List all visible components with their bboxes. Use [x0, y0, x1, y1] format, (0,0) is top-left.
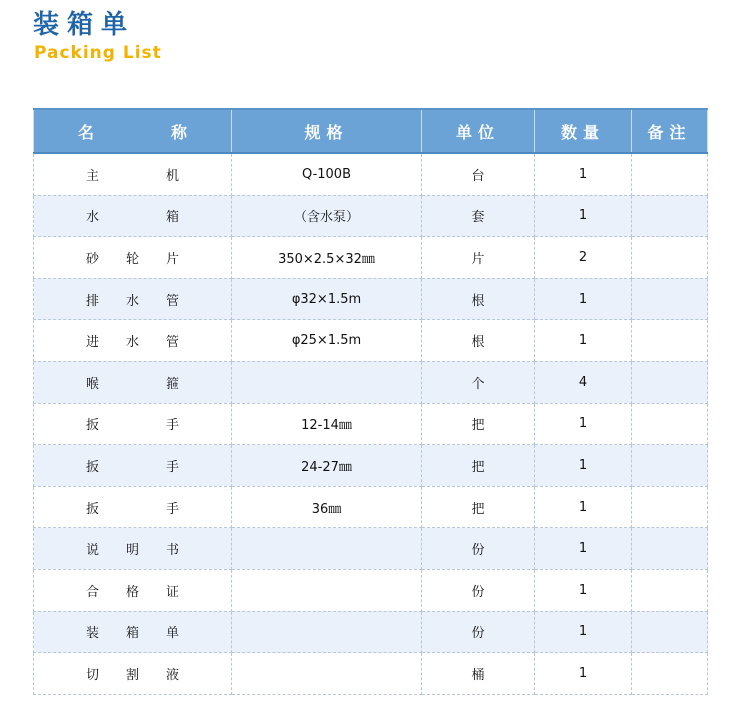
header-qty: 数量 — [535, 109, 632, 153]
table-row — [34, 320, 708, 362]
cell-qty: 1 — [535, 653, 632, 695]
cell-spec: Q-100B — [232, 153, 422, 195]
item-name — [34, 498, 231, 517]
item-name-char: 手 — [165, 418, 179, 434]
item-name-char: 水 — [86, 210, 100, 226]
cell-name — [34, 528, 232, 570]
item-name-char: 说 — [86, 543, 100, 559]
item-name-char: 砂 — [86, 251, 100, 267]
cell-unit: 把 — [422, 486, 535, 528]
item-name-char: 手 — [165, 459, 179, 475]
item-name-char: 证 — [165, 584, 179, 600]
cell-remark — [632, 278, 708, 320]
cell-spec: φ25×1.5m — [232, 320, 422, 362]
cell-unit: 套 — [422, 195, 535, 237]
cell-name — [34, 153, 232, 195]
page-subtitle: Packing List — [34, 43, 162, 63]
cell-remark — [632, 486, 708, 528]
item-name — [34, 248, 231, 267]
item-name-char: 书 — [165, 543, 179, 559]
item-name-char: 进 — [86, 335, 100, 351]
cell-qty: 1 — [535, 569, 632, 611]
table-body — [34, 153, 708, 694]
item-name — [34, 414, 231, 433]
cell-remark — [632, 237, 708, 279]
cell-name — [34, 445, 232, 487]
cell-spec — [232, 611, 422, 653]
cell-name — [34, 195, 232, 237]
cell-name — [34, 278, 232, 320]
item-name-char: 格 — [125, 584, 139, 600]
item-name-char: 箱 — [125, 626, 139, 642]
cell-qty: 2 — [535, 237, 632, 279]
item-name-char: 机 — [165, 168, 179, 184]
cell-remark — [632, 153, 708, 195]
cell-name — [34, 569, 232, 611]
cell-name — [34, 653, 232, 695]
item-name — [34, 581, 231, 600]
item-name-char: 轮 — [125, 251, 139, 267]
cell-unit: 根 — [422, 278, 535, 320]
item-name — [34, 456, 231, 475]
item-name-char: 箱 — [165, 210, 179, 226]
table-row — [34, 486, 708, 528]
item-name-char: 水 — [125, 293, 139, 309]
cell-unit: 台 — [422, 153, 535, 195]
cell-remark — [632, 320, 708, 362]
cell-unit: 份 — [422, 569, 535, 611]
cell-unit: 根 — [422, 320, 535, 362]
table-row — [34, 528, 708, 570]
table-row — [34, 611, 708, 653]
cell-unit: 份 — [422, 611, 535, 653]
item-name-char: 液 — [165, 667, 179, 683]
cell-spec — [232, 569, 422, 611]
cell-remark — [632, 361, 708, 403]
item-name-char: 装 — [86, 626, 100, 642]
item-name-char: 片 — [165, 251, 179, 267]
cell-spec: φ32×1.5m — [232, 278, 422, 320]
item-name-char: 管 — [165, 293, 179, 309]
cell-remark — [632, 403, 708, 445]
cell-qty: 1 — [535, 403, 632, 445]
item-name-char: 主 — [86, 168, 100, 184]
cell-name — [34, 611, 232, 653]
item-name-char: 喉 — [86, 376, 100, 392]
page-title: 装箱单 — [33, 10, 136, 40]
cell-unit: 把 — [422, 445, 535, 487]
cell-spec — [232, 528, 422, 570]
item-name — [34, 331, 231, 350]
item-name — [34, 539, 231, 558]
cell-remark — [632, 611, 708, 653]
cell-remark — [632, 528, 708, 570]
item-name-char: 管 — [165, 335, 179, 351]
item-name-char: 水 — [125, 335, 139, 351]
item-name — [34, 206, 231, 225]
table-row — [34, 653, 708, 695]
item-name — [34, 373, 231, 392]
cell-remark — [632, 445, 708, 487]
item-name — [34, 290, 231, 309]
table-row — [34, 153, 708, 195]
header-unit: 单位 — [422, 109, 535, 153]
cell-spec: 12-14㎜ — [232, 403, 422, 445]
cell-name — [34, 361, 232, 403]
cell-spec: （含水泵） — [232, 195, 422, 237]
cell-name — [34, 237, 232, 279]
item-name-char: 扳 — [86, 459, 100, 475]
table-header-row — [34, 109, 708, 153]
cell-unit: 份 — [422, 528, 535, 570]
cell-name — [34, 486, 232, 528]
item-name — [34, 664, 231, 683]
cell-remark — [632, 653, 708, 695]
item-name-char: 箍 — [165, 376, 179, 392]
cell-spec — [232, 361, 422, 403]
cell-qty: 1 — [535, 486, 632, 528]
table-row — [34, 237, 708, 279]
header-spec: 规格 — [232, 109, 422, 153]
table-row — [34, 361, 708, 403]
cell-unit: 把 — [422, 403, 535, 445]
cell-qty: 1 — [535, 153, 632, 195]
item-name-char: 扳 — [86, 418, 100, 434]
cell-unit: 片 — [422, 237, 535, 279]
header-name-part-a: 名 — [78, 122, 95, 142]
cell-remark — [632, 569, 708, 611]
cell-unit: 个 — [422, 361, 535, 403]
table-row — [34, 278, 708, 320]
header-name — [34, 109, 232, 153]
cell-qty: 1 — [535, 320, 632, 362]
cell-spec: 350×2.5×32㎜ — [232, 237, 422, 279]
item-name-char: 扳 — [86, 501, 100, 517]
item-name — [34, 165, 231, 184]
packing-table — [33, 108, 708, 695]
cell-name — [34, 403, 232, 445]
item-name-char: 单 — [165, 626, 179, 642]
cell-qty: 1 — [535, 528, 632, 570]
cell-qty: 1 — [535, 278, 632, 320]
cell-qty: 4 — [535, 361, 632, 403]
table-row — [34, 569, 708, 611]
table-row — [34, 403, 708, 445]
item-name — [34, 622, 231, 641]
item-name-char: 割 — [125, 667, 139, 683]
header-remark: 备注 — [632, 109, 708, 153]
header-name-part-b: 称 — [170, 122, 187, 142]
cell-spec: 24-27㎜ — [232, 445, 422, 487]
item-name-char: 合 — [86, 584, 100, 600]
cell-spec — [232, 653, 422, 695]
item-name-char: 切 — [86, 667, 100, 683]
cell-name — [34, 320, 232, 362]
cell-remark — [632, 195, 708, 237]
table-row — [34, 445, 708, 487]
item-name-char: 排 — [86, 293, 100, 309]
cell-qty: 1 — [535, 195, 632, 237]
cell-unit: 桶 — [422, 653, 535, 695]
item-name-char: 手 — [165, 501, 179, 517]
item-name-char: 明 — [125, 543, 139, 559]
cell-spec: 36㎜ — [232, 486, 422, 528]
table-row — [34, 195, 708, 237]
cell-qty: 1 — [535, 445, 632, 487]
cell-qty: 1 — [535, 611, 632, 653]
